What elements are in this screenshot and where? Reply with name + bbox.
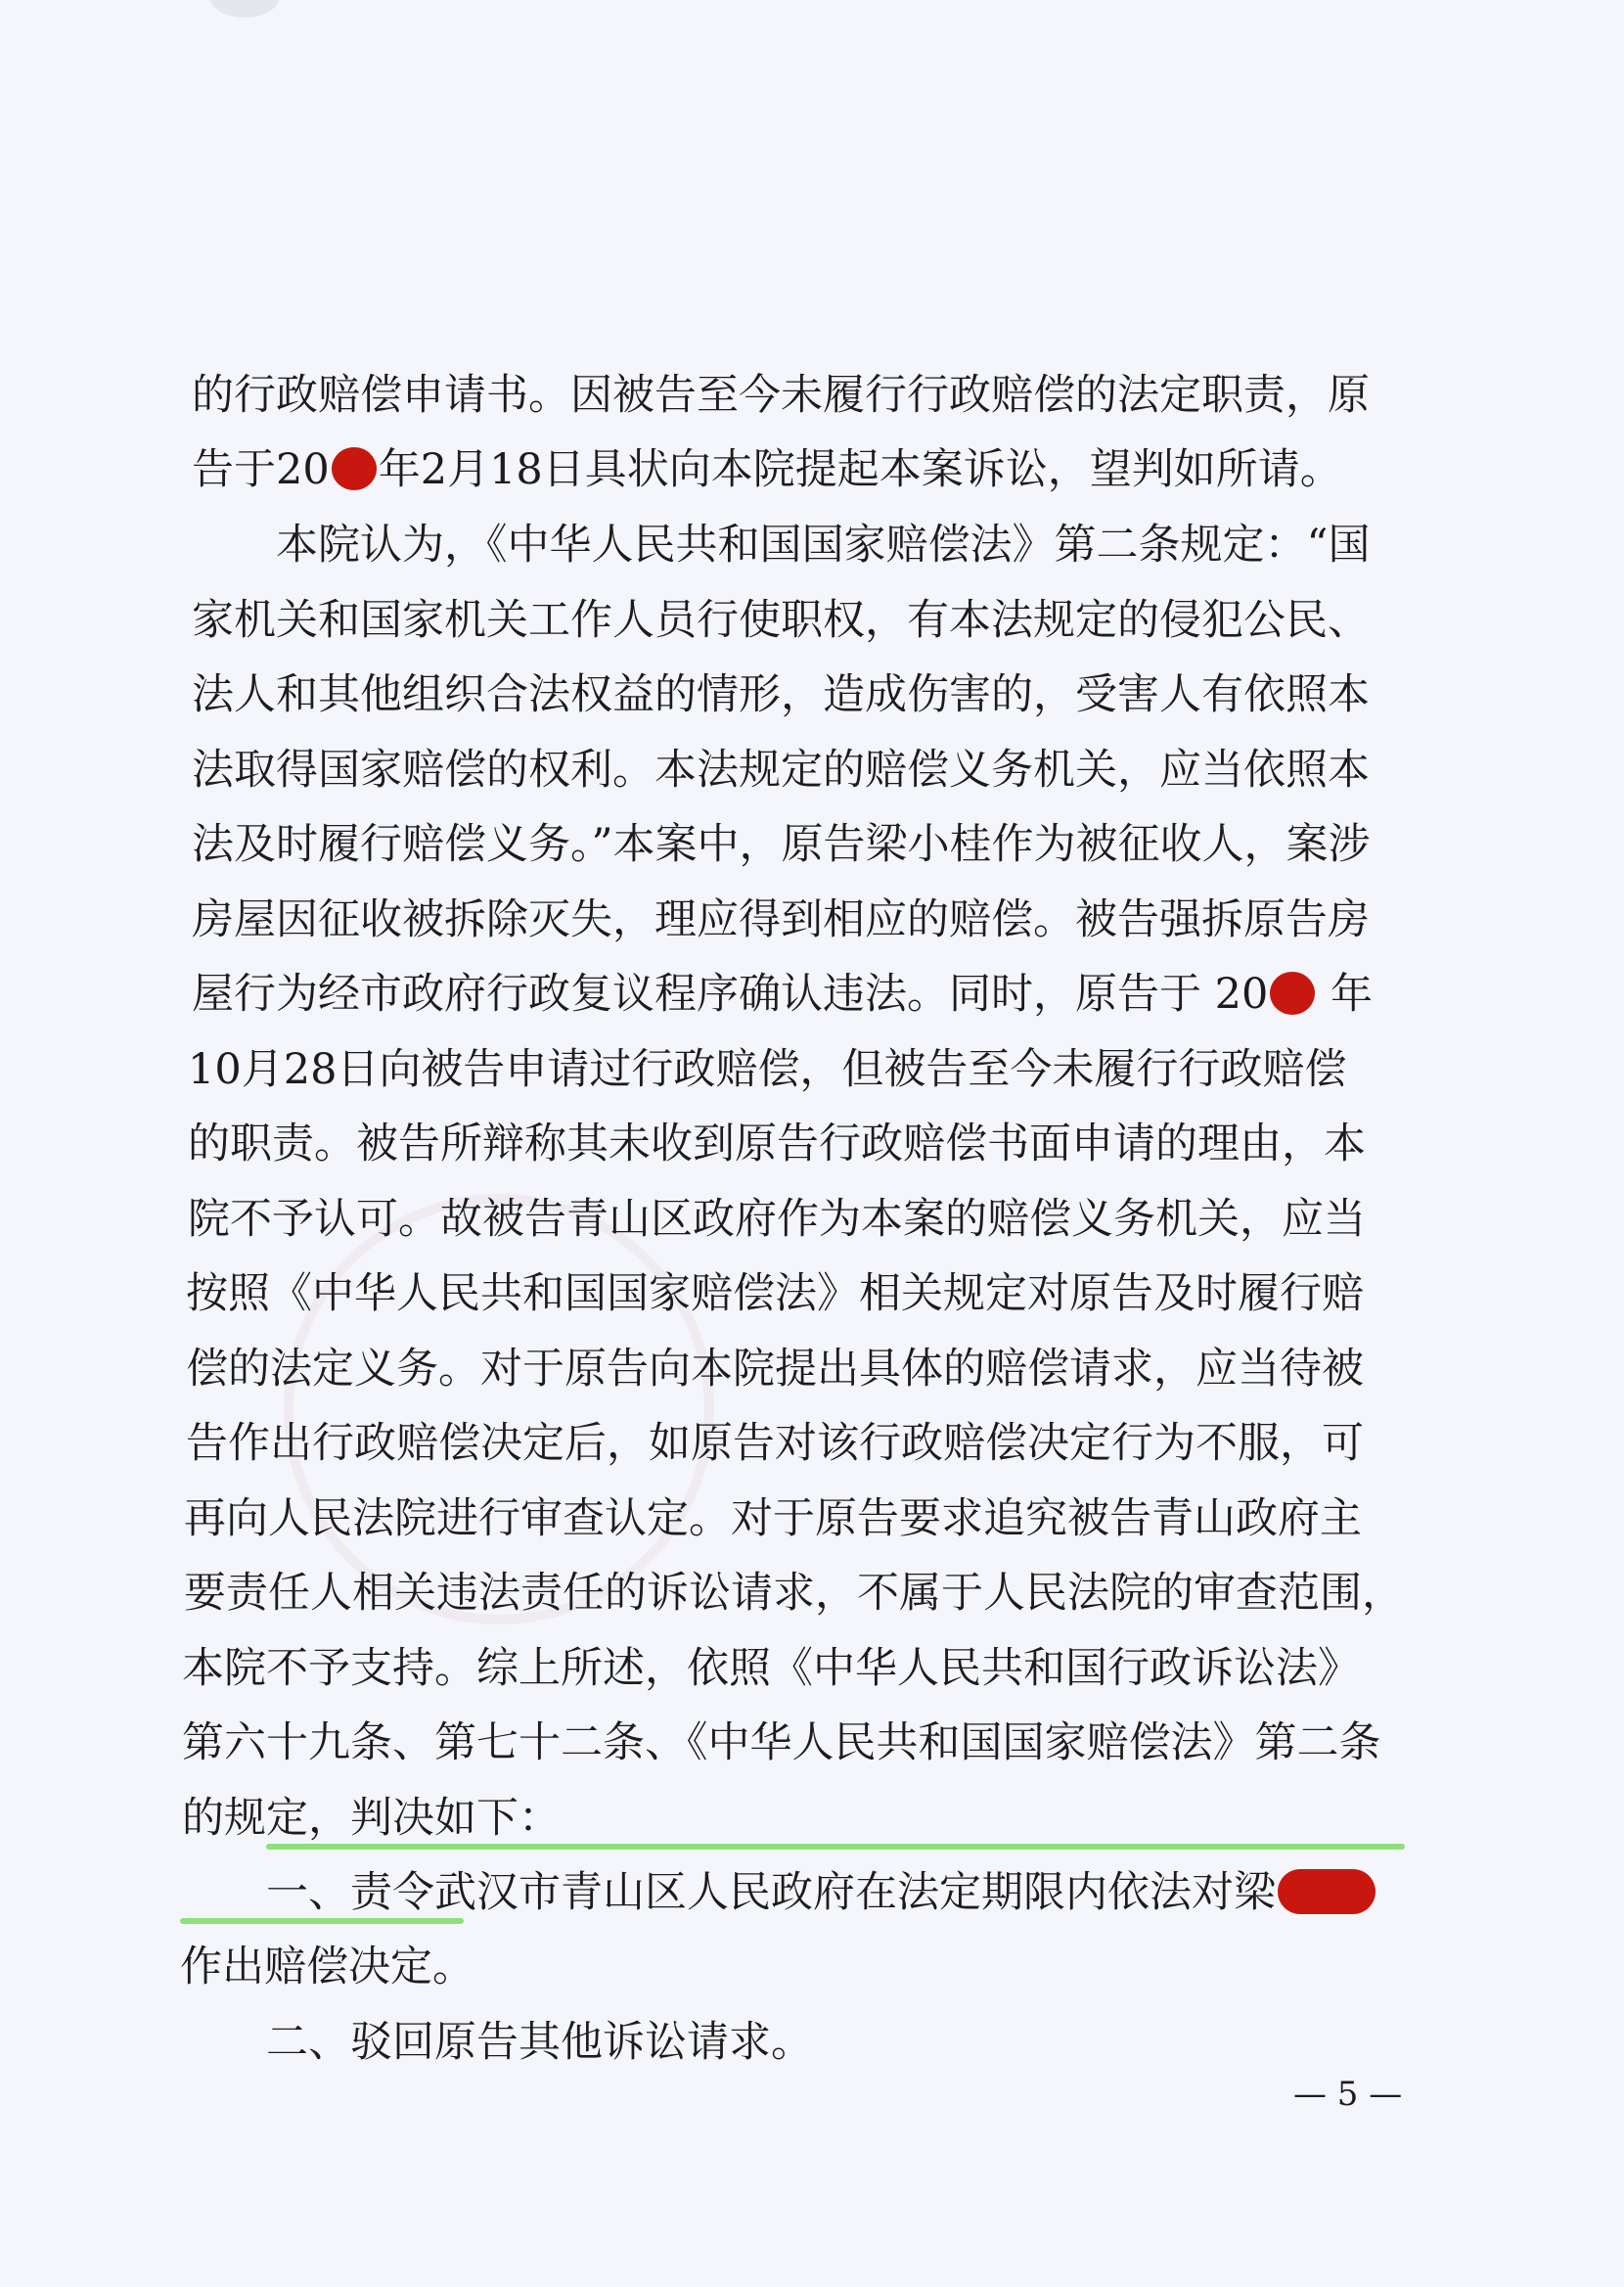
line-text: 的规定，判决如下： bbox=[182, 1794, 561, 1843]
text-line-10 bbox=[0, 964, 1624, 1094]
line-text: 再向人民法院进行审查认定。对于原告要求追究被告青山政府主 bbox=[184, 1494, 1362, 1543]
text-line-19 bbox=[0, 1637, 1624, 1767]
text-line-15 bbox=[0, 1338, 1624, 1468]
line-text: 要责任人相关违法责任的诉讼请求，不属于人民法院的审查范围， bbox=[184, 1569, 1404, 1618]
line-text: 按照《中华人民共和国国家赔偿法》相关规定对原告及时履行赔 bbox=[186, 1269, 1364, 1318]
text-line-1 bbox=[0, 290, 1624, 420]
line-segment: 一、责令武汉市青山区人民政府在法定期限内依法对梁 bbox=[266, 1868, 1276, 1917]
text-line-7 bbox=[0, 739, 1624, 869]
line-text: 法取得国家赔偿的权利。本法规定的赔偿义务机关，应当依照本 bbox=[192, 746, 1370, 795]
highlight-underline bbox=[266, 1844, 1405, 1850]
page-number: — 5 — bbox=[1293, 2075, 1403, 2114]
line-text: 作出赔偿决定。 bbox=[180, 1943, 474, 1991]
line-text: 告作出行政赔偿决定后，如原告对该行政赔偿决定行为不服，可 bbox=[186, 1419, 1364, 1468]
text-line-3 bbox=[0, 439, 1624, 570]
line-text: 第六十九条、第七十二条、《中华人民共和国国家赔偿法》第二条 bbox=[182, 1718, 1381, 1767]
highlight-underline bbox=[180, 1918, 464, 1924]
line-text: 的行政赔偿申请书。因被告至今未履行行政赔偿的法定职责，原 bbox=[192, 371, 1370, 420]
line-text: 法及时履行赔偿义务。”本案中，原告梁小桂作为被征收人，案涉 bbox=[192, 820, 1371, 869]
text-line-4 bbox=[0, 515, 1624, 645]
line-text: 本院不予支持。综上所述，依照《中华人民共和国行政诉讼法》 bbox=[182, 1644, 1360, 1693]
text-line-6 bbox=[0, 664, 1624, 795]
line-text: 本院认为，《中华人民共和国国家赔偿法》第二条规定：“国 bbox=[276, 521, 1371, 570]
text-line-13 bbox=[0, 1188, 1624, 1318]
line-text: 10月28日向被告申请过行政赔偿，但被告至今未履行行政赔偿 bbox=[188, 1045, 1347, 1094]
text-line-9 bbox=[0, 889, 1624, 1019]
line-text: 房屋因征收被拆除灭失，理应得到相应的赔偿。被告强拆原告房 bbox=[192, 895, 1370, 944]
text-line-5 bbox=[0, 589, 1624, 719]
line-text: 家机关和国家机关工作人员行使职权，有本法规定的侵犯公民、 bbox=[192, 596, 1370, 645]
line-text: 偿的法定义务。对于原告向本院提出具体的赔偿请求，应当待被 bbox=[186, 1345, 1364, 1394]
text-line-17 bbox=[0, 1487, 1624, 1618]
text-line-11 bbox=[0, 1038, 1624, 1168]
text-line-12 bbox=[0, 1114, 1624, 1244]
line-segment: 年 bbox=[1317, 970, 1374, 1019]
judgment-item-2 bbox=[0, 1937, 1624, 2067]
line-segment: 屋行为经市政府行政复议程序确认违法。同时，原告于 20 bbox=[192, 970, 1269, 1019]
line-segment: 告于20 bbox=[192, 445, 330, 494]
line-text: 法人和其他组织合法权益的情形，造成伤害的，受害人有依照本 bbox=[192, 670, 1370, 719]
line-text: 的职责。被告所辩称其未收到原告行政赔偿书面申请的理由，本 bbox=[188, 1120, 1366, 1168]
scan-artifact bbox=[210, 0, 279, 18]
text-line-8 bbox=[0, 814, 1624, 944]
line-segment: 年2月18日具状向本院提起本案诉讼，望判如所请。 bbox=[378, 445, 1342, 494]
text-line-2 bbox=[0, 364, 1624, 494]
text-line-18 bbox=[0, 1563, 1624, 1693]
text-line-14 bbox=[0, 1263, 1624, 1394]
text-line-16 bbox=[0, 1413, 1624, 1543]
text-line-20 bbox=[0, 1713, 1624, 1843]
line-text: 二、驳回原告其他诉讼请求。 bbox=[266, 2018, 813, 2067]
line-text: 院不予认可。故被告青山区政府作为本案的赔偿义务机关，应当 bbox=[188, 1195, 1366, 1244]
